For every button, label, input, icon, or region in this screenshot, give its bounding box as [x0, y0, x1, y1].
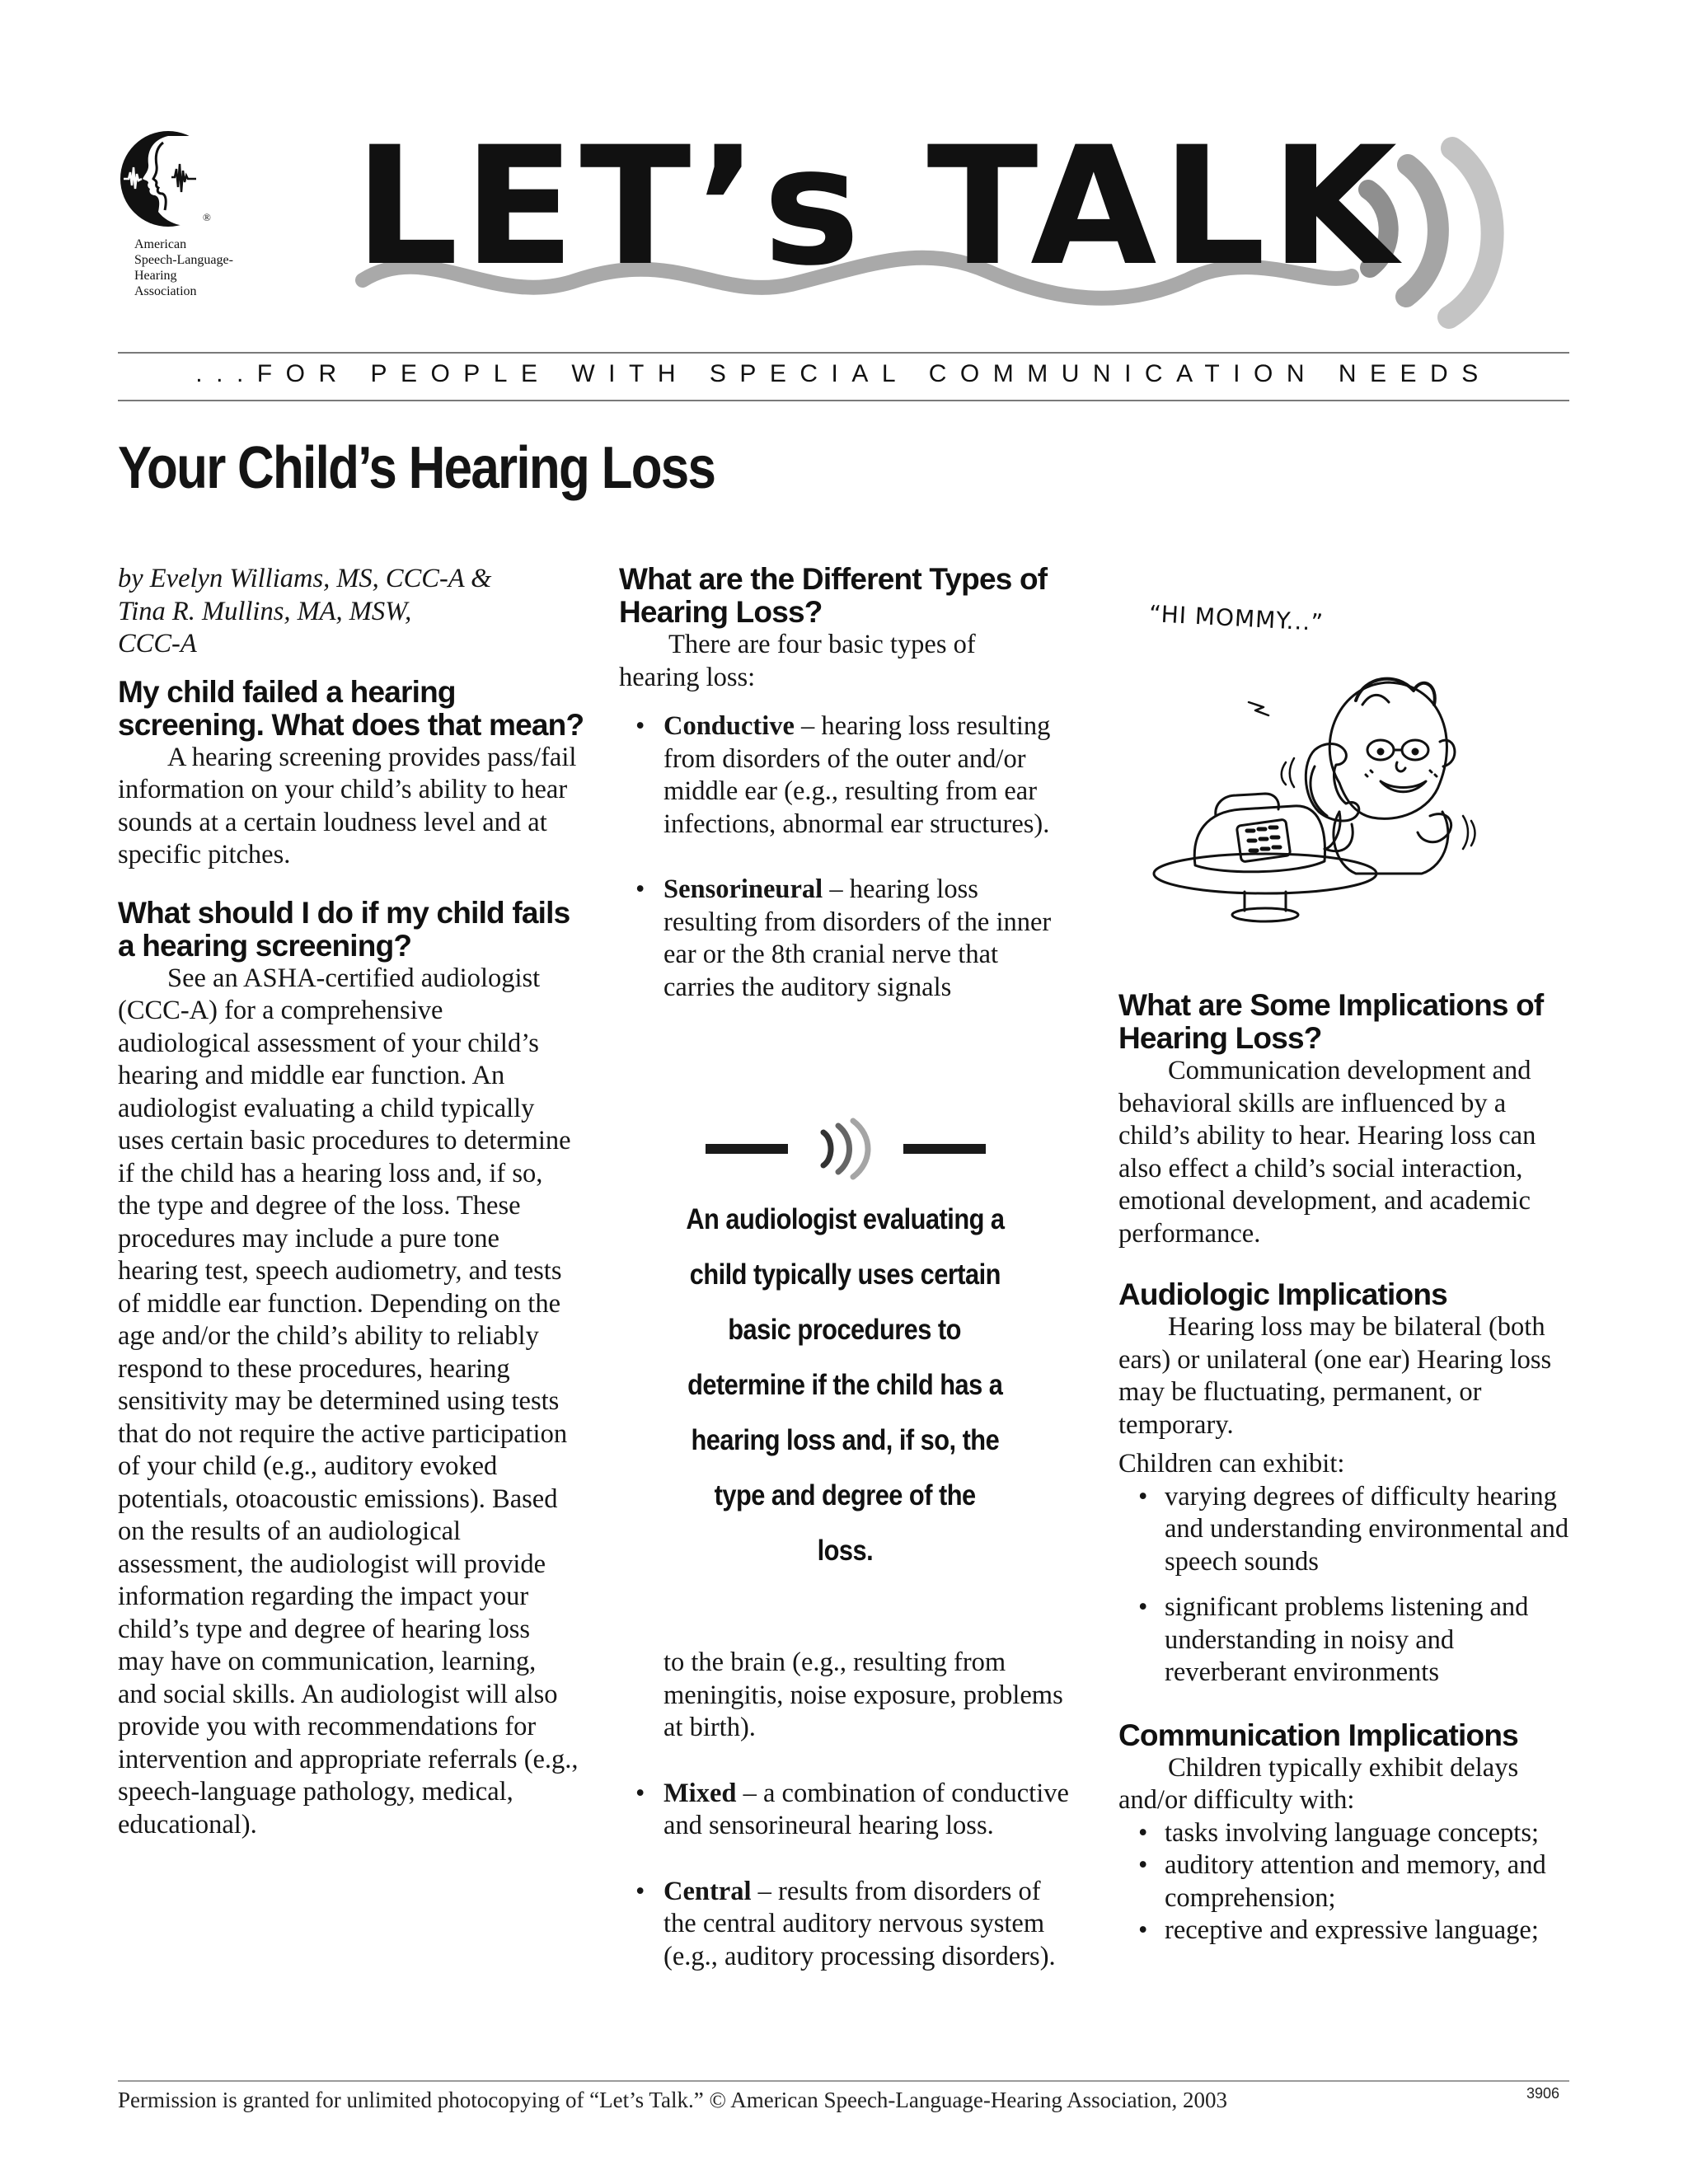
list-item: [1118, 1481, 1580, 1579]
list-item: [619, 710, 1076, 841]
section-heading: What are the Different Types of: [619, 562, 1048, 596]
list-item-text: tasks involving language concepts;: [1165, 1817, 1540, 1848]
paragraph: See an ASHA-certified audiologist (CCC-A) for a comprehensive audiological assessment of your child’s hearing and middle ear function. An audiologist evaluating a child typically uses certain basic procedures to determine if the child has a hearing loss and, if so, the type and degree of the loss. These procedures may include a pure tone hearing test, speech audiometry, and tests of middle ear function. Depending on the age and/or the child’s ability to reliably respond to these procedures, hearing sensitivity may be determined using tests that do not require the active participation of your child (e.g., auditory evoked potentials, otoacoustic emissions). Based on the results of an audiological assessment, the audiologist will provide information regarding the impact your child’s type and degree of hearing loss may have on communication, learning, and social skills. An audiologist will also provide you with recommendations for intervention and appropriate referrals (e.g., speech-language pathology, medical, educational).: [118, 963, 579, 1840]
byline-line: Tina R. Mullins, MA, MSW,: [118, 596, 412, 626]
bullet: •: [635, 874, 645, 904]
pull-quote-line: loss.: [817, 1535, 873, 1567]
paragraph: Hearing loss may be bilateral (both ears) or unilateral (one ear) Hearing loss may be fluctuating, permanent, or temporary.: [1118, 1312, 1552, 1440]
term: Conductive: [663, 711, 795, 741]
org-line: Association: [134, 284, 197, 298]
pull-quote-line: determine if the child has a: [687, 1369, 1003, 1401]
byline-line: by Evelyn Williams, MS, CCC-A &: [118, 564, 492, 593]
term: Mixed: [663, 1778, 737, 1808]
pull-quote: [631, 1192, 1059, 1578]
list-item: [1118, 1849, 1580, 1915]
term-text: – hearing loss resulting from disorders of the inner ear or the 8th cranial nerve that carries the auditory signals: [663, 874, 1052, 1002]
org-line: Hearing: [134, 269, 177, 283]
bullet: •: [1138, 1850, 1148, 1880]
pull-quote-line: child typically uses certain: [689, 1258, 1001, 1291]
column-left: [118, 563, 584, 1841]
pull-quote-line: basic procedures to: [728, 1314, 962, 1346]
bullet: •: [1138, 1915, 1148, 1945]
list-item: [1118, 1817, 1580, 1850]
page-title: Your Child’s Hearing Loss: [118, 435, 715, 501]
paragraph: Children can exhibit:: [1118, 1449, 1345, 1479]
bullet: •: [1138, 1481, 1148, 1511]
pull-quote-divider: [701, 1114, 990, 1180]
section-heading: My child failed a hearing: [118, 674, 456, 709]
column-right: [1118, 989, 1580, 1947]
pull-quote-line: An audiologist evaluating a: [685, 1203, 1005, 1235]
list-item-text: significant problems listening and understanding in noisy and reverberant environments: [1165, 1592, 1529, 1687]
byline-line: CCC-A: [118, 629, 197, 658]
section-heading: a hearing screening?: [118, 928, 412, 963]
masthead-title: LET’s TALK: [354, 111, 1403, 302]
bullet: •: [635, 1778, 645, 1808]
bullet: •: [635, 711, 645, 741]
registered-mark: ®: [203, 211, 211, 223]
paragraph: Children typically exhibit delays and/or difficulty with:: [1118, 1752, 1519, 1815]
paragraph: There are four basic types of hearing loss:: [619, 630, 976, 692]
header-rule-bottom: [118, 400, 1569, 401]
bullet: •: [1138, 1592, 1148, 1622]
paragraph: A hearing screening provides pass/fail information on your child’s ability to hear sounds at a certain loudness level and at specific pitches.: [118, 742, 577, 869]
header-rule-top: [118, 352, 1569, 354]
pull-quote-line: hearing loss and, if so, the: [691, 1424, 999, 1456]
section-heading: Audiologic Implications: [1118, 1277, 1447, 1311]
section-heading: screening. What does that mean?: [118, 707, 584, 742]
paragraph: to the brain (e.g., resulting from meningitis, noise exposure, problems at birth).: [663, 1647, 1063, 1742]
document-number: 3906: [1526, 2085, 1560, 2102]
list-item-text: auditory attention and memory, and comprehension;: [1165, 1850, 1546, 1913]
section-heading: What are Some Implications of: [1118, 988, 1544, 1022]
bullet: •: [1138, 1817, 1148, 1848]
list-item-text: receptive and expressive language;: [1165, 1915, 1539, 1945]
footer-rule: [118, 2080, 1569, 2082]
section-heading: Hearing Loss?: [619, 595, 823, 629]
list-item: [619, 874, 1076, 1004]
list-item: [619, 1876, 1076, 1974]
term: Central: [663, 1876, 752, 1906]
permission-notice: Permission is granted for unlimited photocopying of “Let’s Talk.” © American Speech-Language-Hearing Association, 2003: [118, 2088, 1228, 2112]
paragraph: Communication development and behavioral skills are influenced by a child’s ability to hear. Hearing loss can also effect a child’s social interaction, emotional development, and academic performance.: [1118, 1056, 1536, 1249]
term-text: – results from disorders of the central auditory nervous system (e.g., auditory processing disorders).: [663, 1876, 1056, 1971]
list-item: [619, 1778, 1076, 1843]
column-middle: [619, 563, 1105, 1004]
org-line: American: [134, 237, 187, 251]
tagline: ...FOR PEOPLE WITH SPECIAL COMMUNICATION NEEDS: [195, 360, 1492, 387]
pull-quote-line: type and degree of the: [714, 1479, 976, 1511]
section-heading: What should I do if my child fails: [118, 895, 570, 930]
section-heading: Hearing Loss?: [1118, 1021, 1322, 1055]
masthead: [330, 111, 1533, 330]
cartoon-caption: “HI MOMMY...”: [1148, 600, 1325, 637]
child-on-phone-illustration: [1150, 626, 1496, 923]
list-item: [1118, 1591, 1580, 1690]
term-text: – a combination of conductive and sensorineural hearing loss.: [663, 1778, 1069, 1840]
bullet: •: [635, 1876, 645, 1906]
term: Sensorineural: [663, 874, 823, 904]
asha-org-name: [134, 237, 299, 299]
org-line: Speech-Language-: [134, 253, 233, 267]
column-middle-continued: [635, 1647, 1076, 1973]
section-heading: Communication Implications: [1118, 1718, 1518, 1752]
term-text: – hearing loss resulting from disorders of the outer and/or middle ear (e.g., resulting from ear infections, abnormal ear structures).: [663, 711, 1051, 839]
list-item: [1118, 1915, 1580, 1947]
list-item-text: varying degrees of difficulty hearing and understanding environmental and speech sounds: [1165, 1481, 1569, 1577]
